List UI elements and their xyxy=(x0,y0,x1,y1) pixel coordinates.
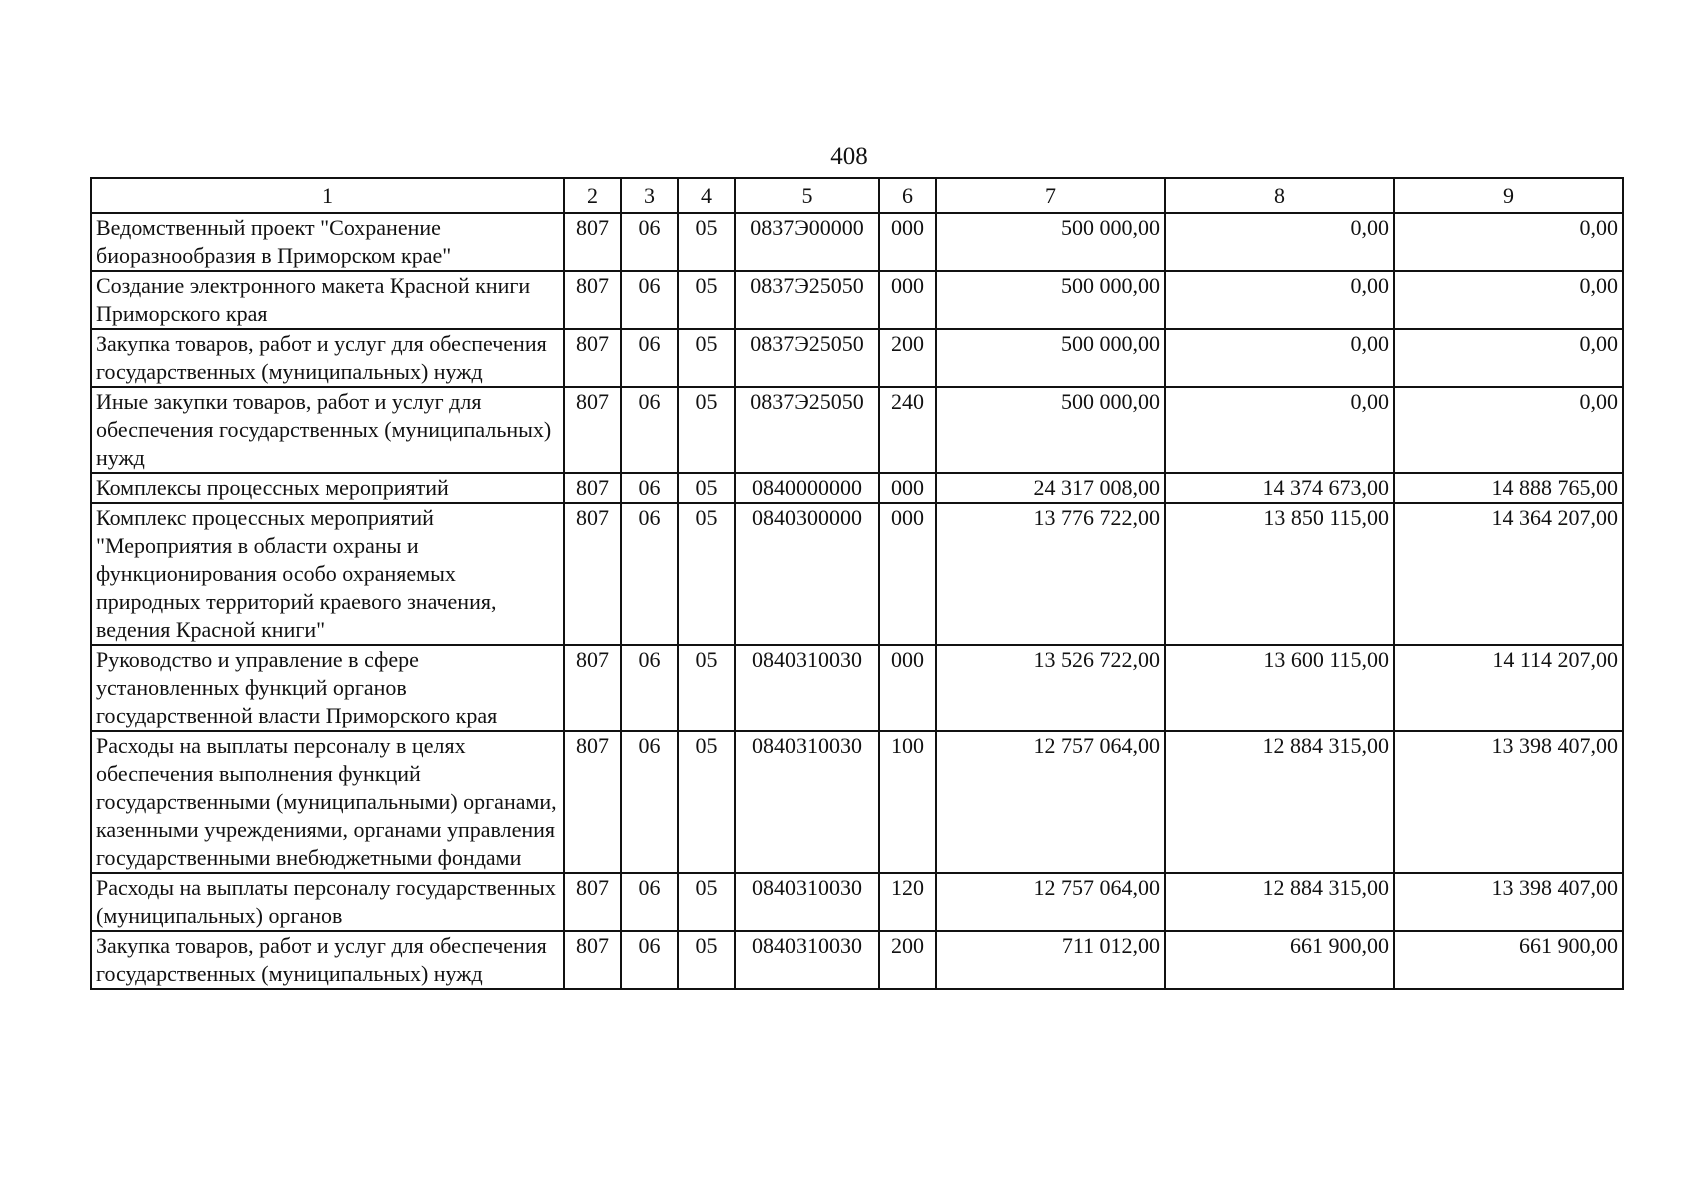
row-name: Создание электронного макета Красной книги Приморского края xyxy=(91,271,564,329)
table-row xyxy=(91,271,1623,329)
row-name: Расходы на выплаты персоналу в целях обеспечения выполнения функций государственными (муниципальными) органами, казенными учреждениями, органами управления государственными внебюджетными фондами xyxy=(91,731,564,873)
cell-code: 05 xyxy=(678,213,735,271)
cell-amount: 500 000,00 xyxy=(936,213,1165,271)
cell-amount: 12 757 064,00 xyxy=(936,873,1165,931)
table-row xyxy=(91,473,1623,503)
row-name: Комплексы процессных мероприятий xyxy=(91,473,564,503)
cell-amount: 24 317 008,00 xyxy=(936,473,1165,503)
cell-code: 05 xyxy=(678,329,735,387)
cell-code: 05 xyxy=(678,387,735,473)
column-header: 7 xyxy=(936,178,1165,213)
column-header: 4 xyxy=(678,178,735,213)
cell-code: 06 xyxy=(621,873,678,931)
cell-code: 000 xyxy=(879,503,936,645)
cell-code: 807 xyxy=(564,503,621,645)
cell-code: 807 xyxy=(564,271,621,329)
cell-code: 06 xyxy=(621,387,678,473)
cell-amount: 0,00 xyxy=(1394,213,1623,271)
budget-table xyxy=(90,177,1624,990)
cell-code: 0837Э25050 xyxy=(735,329,879,387)
cell-amount: 13 526 722,00 xyxy=(936,645,1165,731)
cell-code: 06 xyxy=(621,931,678,989)
cell-code: 807 xyxy=(564,931,621,989)
cell-amount: 14 374 673,00 xyxy=(1165,473,1394,503)
cell-code: 000 xyxy=(879,213,936,271)
cell-amount: 0,00 xyxy=(1394,271,1623,329)
cell-code: 05 xyxy=(678,473,735,503)
cell-code: 06 xyxy=(621,329,678,387)
cell-amount: 13 398 407,00 xyxy=(1394,731,1623,873)
cell-amount: 12 884 315,00 xyxy=(1165,731,1394,873)
row-name: Руководство и управление в сфере установленных функций органов государственной власти Приморского края xyxy=(91,645,564,731)
cell-code: 0837Э00000 xyxy=(735,213,879,271)
cell-code: 05 xyxy=(678,931,735,989)
cell-amount: 14 888 765,00 xyxy=(1394,473,1623,503)
column-header: 6 xyxy=(879,178,936,213)
cell-code: 807 xyxy=(564,731,621,873)
cell-code: 06 xyxy=(621,645,678,731)
table-row xyxy=(91,931,1623,989)
column-header: 9 xyxy=(1394,178,1623,213)
cell-amount: 12 757 064,00 xyxy=(936,731,1165,873)
cell-amount: 0,00 xyxy=(1394,329,1623,387)
cell-amount: 500 000,00 xyxy=(936,271,1165,329)
cell-amount: 711 012,00 xyxy=(936,931,1165,989)
table-row xyxy=(91,213,1623,271)
cell-amount: 0,00 xyxy=(1165,213,1394,271)
cell-amount: 14 114 207,00 xyxy=(1394,645,1623,731)
column-header: 2 xyxy=(564,178,621,213)
cell-amount: 13 600 115,00 xyxy=(1165,645,1394,731)
cell-code: 0840310030 xyxy=(735,645,879,731)
column-header: 3 xyxy=(621,178,678,213)
row-name: Расходы на выплаты персоналу государственных (муниципальных) органов xyxy=(91,873,564,931)
cell-code: 100 xyxy=(879,731,936,873)
cell-code: 807 xyxy=(564,473,621,503)
cell-amount: 0,00 xyxy=(1165,329,1394,387)
column-header: 5 xyxy=(735,178,879,213)
header-row xyxy=(91,178,1623,213)
cell-code: 807 xyxy=(564,329,621,387)
cell-code: 05 xyxy=(678,503,735,645)
cell-amount: 661 900,00 xyxy=(1394,931,1623,989)
cell-code: 0840000000 xyxy=(735,473,879,503)
row-name: Комплекс процессных мероприятий "Мероприятия в области охраны и функционирования особо охраняемых природных территорий краевого значения, ведения Красной книги" xyxy=(91,503,564,645)
table-row xyxy=(91,873,1623,931)
cell-code: 06 xyxy=(621,473,678,503)
cell-amount: 500 000,00 xyxy=(936,387,1165,473)
table-row xyxy=(91,731,1623,873)
column-header: 8 xyxy=(1165,178,1394,213)
cell-code: 0840300000 xyxy=(735,503,879,645)
cell-code: 000 xyxy=(879,473,936,503)
row-name: Ведомственный проект "Сохранение биоразнообразия в Приморском крае" xyxy=(91,213,564,271)
cell-amount: 661 900,00 xyxy=(1165,931,1394,989)
cell-amount: 12 884 315,00 xyxy=(1165,873,1394,931)
cell-code: 200 xyxy=(879,329,936,387)
column-header: 1 xyxy=(91,178,564,213)
table-row xyxy=(91,329,1623,387)
cell-amount: 13 850 115,00 xyxy=(1165,503,1394,645)
cell-code: 0840310030 xyxy=(735,731,879,873)
cell-code: 05 xyxy=(678,271,735,329)
page-number: 408 xyxy=(830,143,868,170)
cell-amount: 0,00 xyxy=(1165,271,1394,329)
cell-code: 0840310030 xyxy=(735,873,879,931)
cell-amount: 500 000,00 xyxy=(936,329,1165,387)
cell-amount: 13 776 722,00 xyxy=(936,503,1165,645)
cell-code: 0837Э25050 xyxy=(735,387,879,473)
table-row xyxy=(91,387,1623,473)
cell-amount: 13 398 407,00 xyxy=(1394,873,1623,931)
cell-code: 0837Э25050 xyxy=(735,271,879,329)
cell-code: 05 xyxy=(678,645,735,731)
cell-code: 05 xyxy=(678,731,735,873)
table-row xyxy=(91,503,1623,645)
cell-code: 000 xyxy=(879,271,936,329)
cell-code: 05 xyxy=(678,873,735,931)
cell-code: 240 xyxy=(879,387,936,473)
cell-code: 06 xyxy=(621,503,678,645)
cell-code: 06 xyxy=(621,271,678,329)
cell-code: 06 xyxy=(621,731,678,873)
cell-code: 120 xyxy=(879,873,936,931)
row-name: Закупка товаров, работ и услуг для обеспечения государственных (муниципальных) нужд xyxy=(91,329,564,387)
cell-code: 807 xyxy=(564,645,621,731)
table-row xyxy=(91,645,1623,731)
cell-amount: 14 364 207,00 xyxy=(1394,503,1623,645)
cell-code: 000 xyxy=(879,645,936,731)
cell-code: 0840310030 xyxy=(735,931,879,989)
row-name: Иные закупки товаров, работ и услуг для обеспечения государственных (муниципальных) нужд xyxy=(91,387,564,473)
cell-code: 807 xyxy=(564,873,621,931)
cell-code: 807 xyxy=(564,213,621,271)
cell-code: 06 xyxy=(621,213,678,271)
cell-amount: 0,00 xyxy=(1165,387,1394,473)
row-name: Закупка товаров, работ и услуг для обеспечения государственных (муниципальных) нужд xyxy=(91,931,564,989)
cell-code: 200 xyxy=(879,931,936,989)
cell-code: 807 xyxy=(564,387,621,473)
cell-amount: 0,00 xyxy=(1394,387,1623,473)
